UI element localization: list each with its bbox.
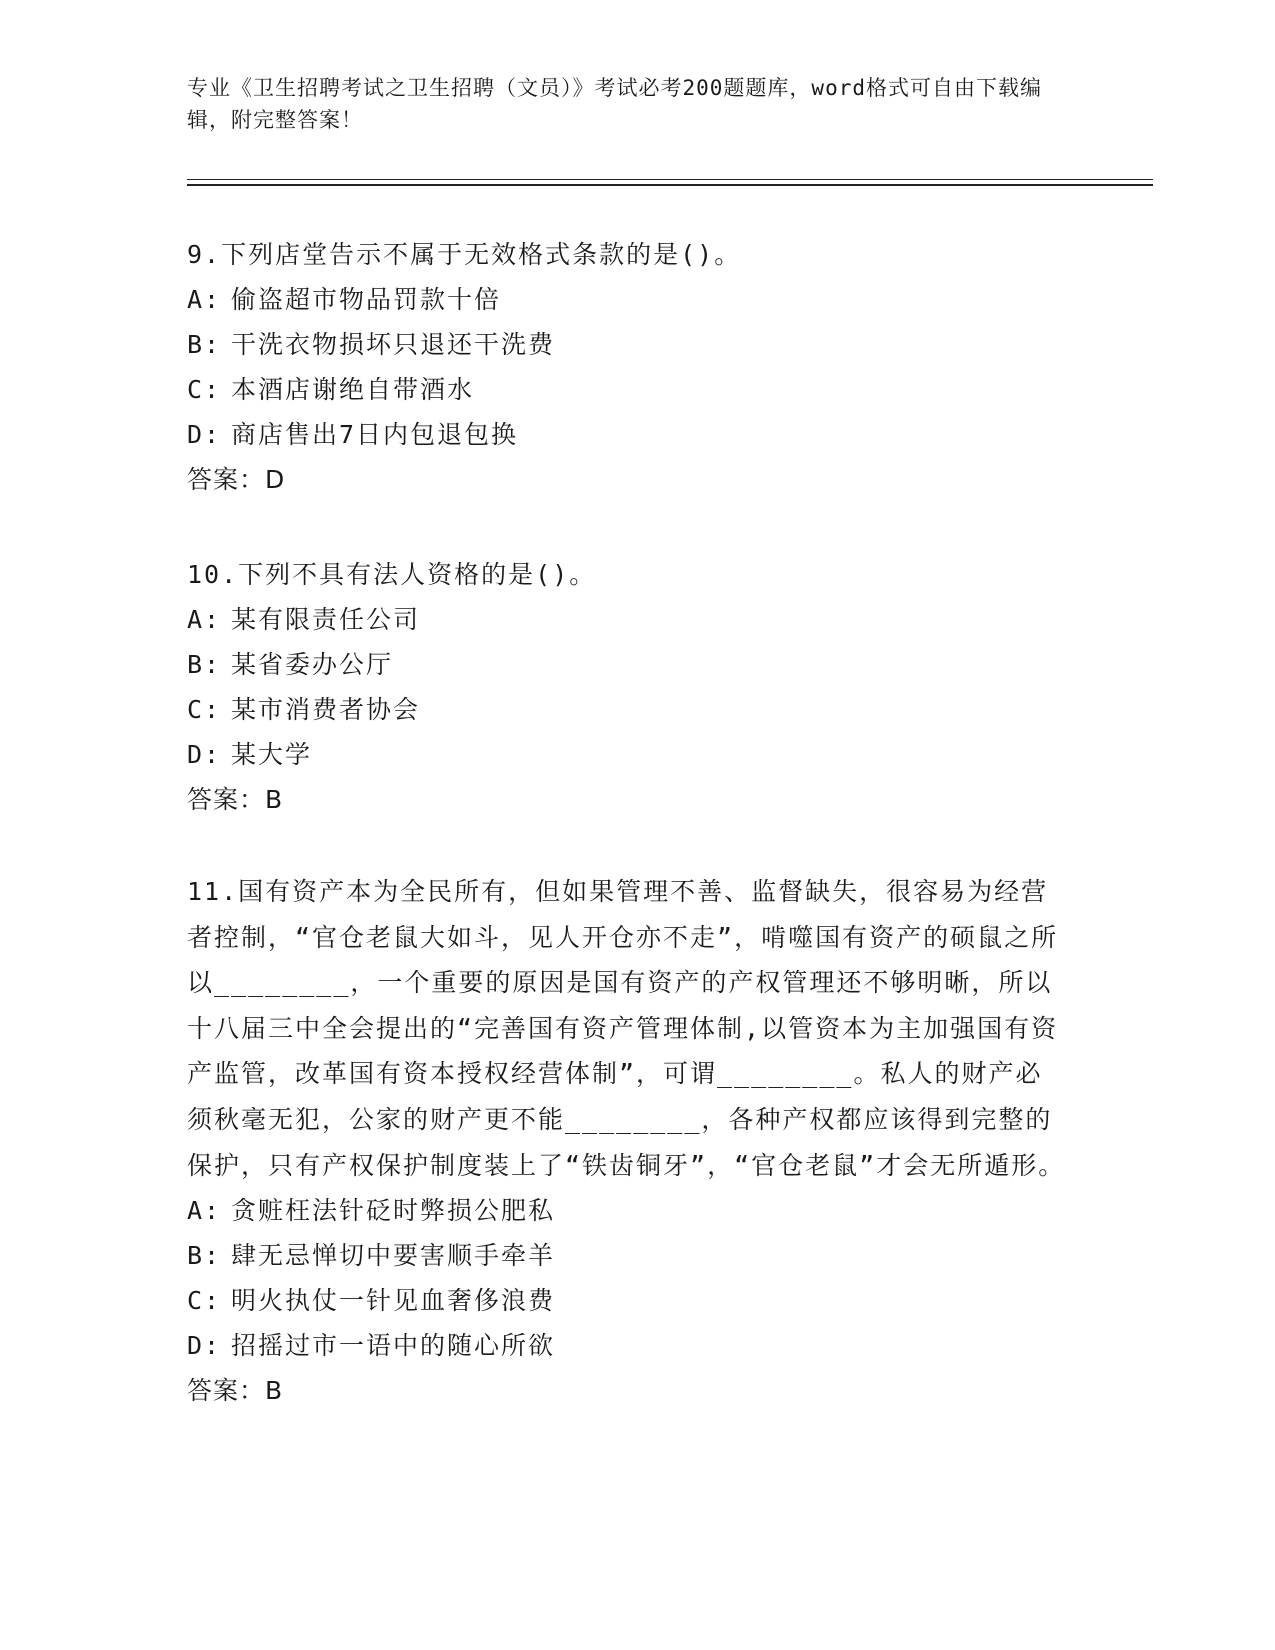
- option-letter: A:: [187, 285, 222, 314]
- option-text: 某有限责任公司: [231, 605, 421, 634]
- option-a: [187, 597, 1067, 642]
- option-letter: C:: [187, 375, 222, 404]
- option-letter: C:: [187, 695, 222, 724]
- answer-line: 答案：D: [187, 465, 286, 494]
- question-10: [187, 552, 1067, 822]
- option-c: [187, 1278, 1067, 1323]
- option-d: [187, 732, 1067, 777]
- option-d: [187, 412, 1067, 457]
- option-c: [187, 687, 1067, 732]
- option-a: [187, 1188, 1067, 1233]
- option-letter: D:: [187, 420, 222, 449]
- option-letter: B:: [187, 330, 222, 359]
- option-b: [187, 322, 1067, 367]
- option-b: [187, 642, 1067, 687]
- option-a: [187, 277, 1067, 322]
- question-11: [187, 869, 1067, 1413]
- option-letter: B:: [187, 1241, 222, 1271]
- option-letter: A:: [187, 605, 222, 634]
- option-letter: B:: [187, 650, 222, 679]
- answer-line: 答案：B: [187, 785, 284, 814]
- question-stem: 9.下列店堂告示不属于无效格式条款的是()。: [187, 240, 742, 269]
- option-letter: D:: [187, 1331, 222, 1361]
- question-9: [187, 232, 1067, 502]
- option-text: 偷盗超市物品罚款十倍: [231, 285, 502, 314]
- option-d: [187, 1323, 1067, 1368]
- option-letter: A:: [187, 1196, 222, 1226]
- answer-line: 答案：B: [187, 1376, 284, 1406]
- question-stem: 11.国有资产本为全民所有，但如果管理不善、监督缺失，很容易为经营者控制，“官仓老鼠大如斗，见人开仓亦不走”，啃噬国有资产的硕鼠之所以________，一个重要的原因是国有资产的产权管理还不够明晰，所以十八届三中全会提出的“完善国有资产管理体制,以管资本为主加强国有资产监管，改革国有资本授权经营体制”，可谓________。私人的财产必须秋毫无犯，公家的财产更不能________，各种产权都应该得到完整的保护，只有产权保护制度装上了“铁齿铜牙”，“官仓老鼠”才会无所遁形。: [187, 877, 1066, 1180]
- option-text: 干洗衣物损坏只退还干洗费: [231, 330, 556, 359]
- option-text: 商店售出7日内包退包换: [231, 420, 519, 449]
- header-divider-thin: [187, 179, 1153, 180]
- option-c: [187, 367, 1067, 412]
- option-text: 贪赃枉法针砭时弊损公肥私: [231, 1196, 556, 1226]
- option-text: 招摇过市一语中的随心所欲: [231, 1331, 556, 1361]
- option-text: 某大学: [231, 740, 313, 769]
- option-letter: C:: [187, 1286, 222, 1316]
- option-text: 本酒店谢绝自带酒水: [231, 375, 475, 404]
- option-letter: D:: [187, 740, 222, 769]
- option-b: [187, 1233, 1067, 1278]
- option-text: 某市消费者协会: [231, 695, 421, 724]
- option-text: 明火执仗一针见血奢侈浪费: [231, 1286, 556, 1316]
- question-stem: 10.下列不具有法人资格的是()。: [187, 560, 597, 589]
- option-text: 某省委办公厅: [231, 650, 394, 679]
- option-text: 肆无忌惮切中要害顺手牵羊: [231, 1241, 556, 1271]
- document-header: 专业《卫生招聘考试之卫生招聘（文员）》考试必考200题题库，word格式可自由下载编辑，附完整答案！: [187, 76, 1042, 132]
- header-divider-thick: [187, 184, 1153, 186]
